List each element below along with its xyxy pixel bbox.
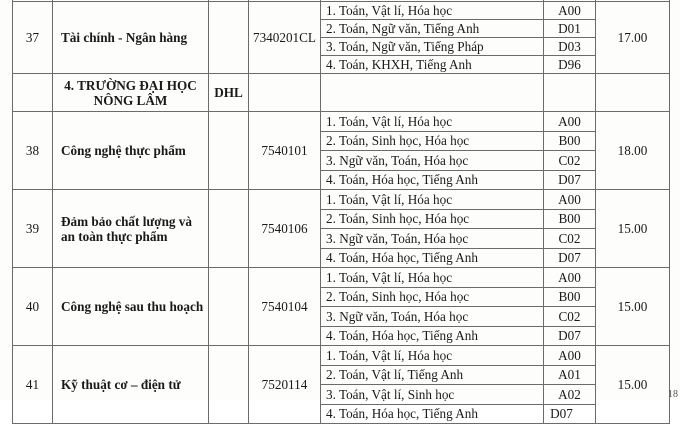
score-cell: 18.00 bbox=[596, 112, 670, 190]
school-code-cell bbox=[209, 268, 249, 346]
combo-cell: 4. Toán, Hóa học, Tiếng Anh bbox=[321, 170, 544, 190]
block-code-cell: A00 bbox=[544, 190, 596, 210]
block-code-cell: A01 bbox=[544, 365, 596, 385]
school-code-cell bbox=[209, 112, 249, 190]
school-name-line1: 4. TRƯỜNG ĐẠI HỌC bbox=[64, 77, 197, 93]
school-code-cell bbox=[209, 190, 249, 268]
stt-cell: 41 bbox=[13, 346, 53, 424]
combo-cell: 1. Toán, Vật lí, Hóa học bbox=[321, 2, 544, 20]
score-cell bbox=[596, 74, 670, 112]
block-code-cell bbox=[544, 404, 596, 424]
major-code-cell: 7540101 bbox=[249, 112, 321, 190]
block-code-cell: D01 bbox=[544, 20, 596, 38]
school-header-row bbox=[13, 74, 670, 112]
combo-cell: 2. Toán, Vật lí, Tiếng Anh bbox=[321, 365, 544, 385]
block-code-cell: A00 bbox=[544, 346, 596, 366]
block-code-cell: A02 bbox=[544, 385, 596, 405]
combo-cell: 4. Toán, Hóa học, Tiếng Anh bbox=[321, 326, 544, 346]
major-name-cell: Công nghệ thực phẩm bbox=[53, 112, 209, 190]
combo-cell: 4. Toán, KHXH, Tiếng Anh bbox=[321, 56, 544, 74]
page-number-fragment: 18 bbox=[668, 389, 678, 400]
block-code-cell: D03 bbox=[544, 38, 596, 56]
school-code-cell bbox=[209, 2, 249, 74]
block-code-cell: C02 bbox=[544, 307, 596, 327]
combo-cell: 2. Toán, Ngữ văn, Tiếng Anh bbox=[321, 20, 544, 38]
combo-cell: 4. Toán, Hóa học, Tiếng Anh bbox=[321, 404, 544, 424]
block-code-cell: D07 bbox=[544, 248, 596, 268]
block-code-cell: D07 bbox=[544, 170, 596, 190]
school-code-cell: DHL bbox=[209, 74, 249, 112]
score-cell: 15.00 bbox=[596, 268, 670, 346]
block-code-cell: A00 bbox=[544, 2, 596, 20]
block-code-text: D07 bbox=[550, 406, 573, 422]
table-row bbox=[13, 112, 670, 132]
major-name-cell: Tài chính - Ngân hàng bbox=[53, 2, 209, 74]
major-code-cell: 7540104 bbox=[249, 268, 321, 346]
major-name-cell: Kỹ thuật cơ – điện tử bbox=[53, 346, 209, 424]
table-row bbox=[13, 268, 670, 288]
combo-cell: 3. Toán, Ngữ văn, Tiếng Pháp bbox=[321, 38, 544, 56]
stt-cell: 40 bbox=[13, 268, 53, 346]
major-code-cell bbox=[249, 74, 321, 112]
combo-cell: 3. Ngữ văn, Toán, Hóa học bbox=[321, 307, 544, 327]
combo-cell: 3. Ngữ văn, Toán, Hóa học bbox=[321, 229, 544, 249]
school-code-cell bbox=[209, 346, 249, 424]
block-code-cell bbox=[544, 74, 596, 112]
score-cell: 17.00 bbox=[596, 2, 670, 74]
school-name-cell bbox=[53, 74, 209, 112]
combo-cell: 2. Toán, Sinh học, Hóa học bbox=[321, 131, 544, 151]
combo-cell: 3. Ngữ văn, Toán, Hóa học bbox=[321, 151, 544, 171]
block-code-cell: D07 bbox=[544, 326, 596, 346]
block-code-cell: A00 bbox=[544, 268, 596, 288]
stt-cell: 38 bbox=[13, 112, 53, 190]
table-row bbox=[13, 190, 670, 210]
combo-cell: 1. Toán, Vật lí, Hóa học bbox=[321, 190, 544, 210]
block-code-cell: A00 bbox=[544, 112, 596, 132]
combo-cell bbox=[321, 74, 544, 112]
stt-cell: 37 bbox=[13, 2, 53, 74]
block-code-cell: C02 bbox=[544, 229, 596, 249]
score-cell: 15.00 bbox=[596, 346, 670, 424]
major-code-cell: 7540106 bbox=[249, 190, 321, 268]
combo-cell: 1. Toán, Vật lí, Hóa học bbox=[321, 112, 544, 132]
combo-cell: 2. Toán, Sinh học, Hóa học bbox=[321, 287, 544, 307]
major-code-cell: 7520114 bbox=[249, 346, 321, 424]
block-code-cell: D96 bbox=[544, 56, 596, 74]
combo-cell: 2. Toán, Sinh học, Hóa học bbox=[321, 209, 544, 229]
block-code-cell: B00 bbox=[544, 131, 596, 151]
block-code-cell: B00 bbox=[544, 209, 596, 229]
combo-cell: 1. Toán, Vật lí, Hóa học bbox=[321, 346, 544, 366]
combo-cell: 1. Toán, Vật lí, Hóa học bbox=[321, 268, 544, 288]
stt-cell: 39 bbox=[13, 190, 53, 268]
combo-cell: 3. Toán, Vật lí, Sinh học bbox=[321, 385, 544, 405]
admission-score-table bbox=[12, 0, 670, 424]
table-row bbox=[13, 346, 670, 366]
table-row bbox=[13, 2, 670, 20]
block-code-cell: B00 bbox=[544, 287, 596, 307]
stt-cell bbox=[13, 74, 53, 112]
major-code-cell: 7340201CL bbox=[249, 2, 321, 74]
block-code-cell: C02 bbox=[544, 151, 596, 171]
school-name-line2: NÔNG LÂM bbox=[93, 92, 168, 108]
combo-cell: 4. Toán, Hóa học, Tiếng Anh bbox=[321, 248, 544, 268]
major-name-cell: Công nghệ sau thu hoạch bbox=[53, 268, 209, 346]
score-cell: 15.00 bbox=[596, 190, 670, 268]
major-name-cell: Đảm bảo chất lượng và an toàn thực phẩm bbox=[53, 190, 209, 268]
